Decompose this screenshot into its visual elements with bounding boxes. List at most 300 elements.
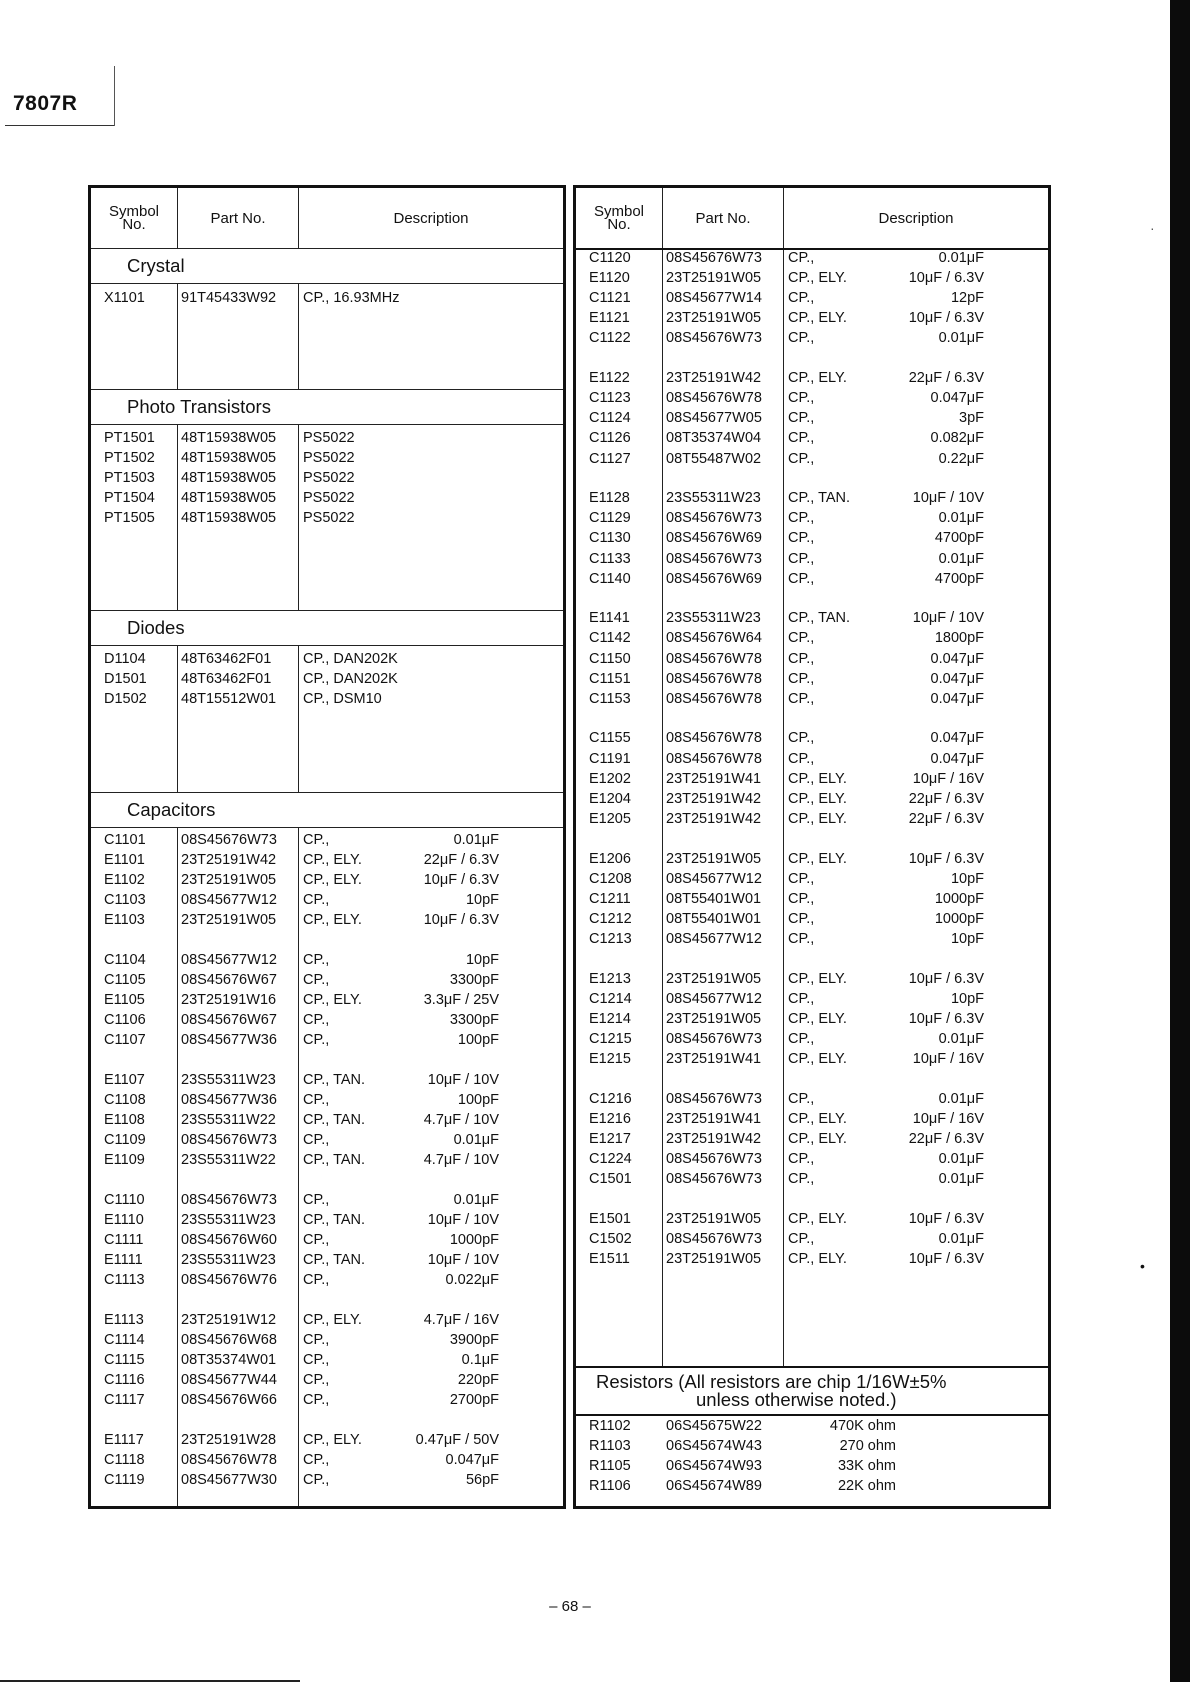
table-row xyxy=(91,488,563,508)
part-no: 48T15938W05 xyxy=(181,450,277,467)
value: 4.7μF / 10V xyxy=(423,1112,499,1129)
value: 22μF / 6.3V xyxy=(908,1130,984,1147)
table-row xyxy=(91,448,563,468)
value: 0.1μF xyxy=(461,1352,499,1369)
value: 0.047μF xyxy=(445,1452,499,1469)
part-no: 48T15938W05 xyxy=(181,490,277,507)
description: CP., xyxy=(303,1132,330,1149)
table-row xyxy=(576,549,1048,569)
description: CP., xyxy=(303,1092,330,1109)
value: 10μF / 6.3V xyxy=(908,1010,984,1027)
header-part-no: Part No. xyxy=(210,209,266,227)
symbol-no: R1103 xyxy=(589,1438,631,1455)
part-no: 48T63462F01 xyxy=(181,651,272,667)
resistors-heading-line2: unless otherwise noted.) xyxy=(696,1389,897,1410)
symbol-no: C1502 xyxy=(589,1230,632,1247)
value: 0.01μF xyxy=(453,832,499,848)
value: 0.01μF xyxy=(938,250,984,266)
symbol-no: C1116 xyxy=(104,1372,145,1389)
description: CP., xyxy=(788,650,815,667)
description: CP., xyxy=(303,832,330,848)
symbol-no: C1142 xyxy=(589,630,631,647)
table-row xyxy=(576,628,1048,648)
value: 0.047μF xyxy=(930,390,984,407)
value: 10μF / 10V xyxy=(427,1252,499,1269)
symbol-no: C1208 xyxy=(589,870,632,887)
symbol-no: E1109 xyxy=(104,1152,145,1169)
value: 10μF / 6.3V xyxy=(908,1251,984,1267)
table-row xyxy=(576,789,1048,809)
part-no: 08T55401W01 xyxy=(666,910,762,927)
table-row xyxy=(576,909,1048,929)
table-row xyxy=(576,669,1048,689)
symbol-no: C1108 xyxy=(104,1092,146,1109)
table-row xyxy=(576,388,1048,408)
table-row xyxy=(576,1109,1048,1129)
table-row xyxy=(91,850,563,870)
description: CP., ELY. xyxy=(788,790,847,807)
symbol-no: C1105 xyxy=(104,972,146,989)
description: PS5022 xyxy=(303,510,355,527)
symbol-no: E1101 xyxy=(104,852,145,869)
section-title: Crystal xyxy=(127,255,185,276)
description: CP., ELY. xyxy=(788,270,847,287)
part-no: 08S45676W73 xyxy=(666,1151,762,1167)
part-no: 08S45676W73 xyxy=(666,550,762,567)
table-row xyxy=(91,1470,563,1490)
description: CP., xyxy=(303,1032,330,1049)
part-no: 23T25191W05 xyxy=(181,912,277,929)
value: 0.01μF xyxy=(938,1030,984,1047)
value: 0.082μF xyxy=(930,430,984,447)
table-row xyxy=(91,468,563,488)
value: 0.47μF / 50V xyxy=(415,1432,499,1448)
description: CP., xyxy=(788,670,815,687)
value: 22μF / 6.3V xyxy=(908,810,984,827)
table-row xyxy=(576,1169,1048,1189)
table-row xyxy=(91,1070,563,1090)
symbol-no: C1191 xyxy=(589,750,631,767)
table-row xyxy=(91,1270,563,1290)
symbol-no: E1111 xyxy=(104,1252,143,1269)
part-no: 23S55311W22 xyxy=(181,1112,276,1129)
value: 10μF / 16V xyxy=(912,770,984,787)
symbol-no: E1108 xyxy=(104,1112,145,1129)
table-row xyxy=(91,1190,563,1210)
table-row xyxy=(576,769,1048,789)
symbol-no: E1105 xyxy=(104,992,145,1009)
part-no: 08S45676W78 xyxy=(666,650,762,667)
description: CP., xyxy=(788,250,815,266)
value: 0.01μF xyxy=(938,330,984,347)
description: CP., xyxy=(788,1151,815,1167)
part-no: 23T25191W05 xyxy=(666,1010,762,1027)
value: 0.047μF xyxy=(930,650,984,667)
description: CP., xyxy=(303,1452,330,1469)
part-no: 08S45676W73 xyxy=(181,1132,277,1149)
description: CP., xyxy=(303,1012,330,1029)
value: 3pF xyxy=(959,410,984,427)
symbol-no: E1113 xyxy=(104,1312,144,1328)
symbol-no: C1129 xyxy=(589,510,631,527)
description: CP., xyxy=(788,730,815,747)
value: 0.047μF xyxy=(930,690,984,707)
part-no: 08S45677W36 xyxy=(181,1032,277,1049)
table-row xyxy=(91,1130,563,1150)
table-row xyxy=(91,689,563,709)
description: CP., xyxy=(788,750,815,767)
part-no: 06S45675W22 xyxy=(666,1418,762,1434)
value: 10μF / 6.3V xyxy=(908,270,984,287)
symbol-no: C1115 xyxy=(104,1352,145,1369)
table-row xyxy=(91,1350,563,1370)
description: CP., xyxy=(788,1090,815,1107)
part-no: 08S45676W73 xyxy=(666,1030,762,1047)
part-no: 23S55311W23 xyxy=(666,490,761,507)
part-no: 23T25191W41 xyxy=(666,1110,762,1127)
value: 3900pF xyxy=(449,1332,499,1349)
table-row xyxy=(576,408,1048,428)
table-row xyxy=(576,449,1048,469)
part-no: 08S45677W14 xyxy=(666,290,762,307)
description: CP., xyxy=(303,952,330,968)
part-no: 08S45677W12 xyxy=(181,892,277,909)
table-row xyxy=(91,1210,563,1230)
symbol-no: C1118 xyxy=(104,1452,145,1469)
description: CP., xyxy=(788,1030,815,1047)
table-row xyxy=(576,1149,1048,1169)
table-row xyxy=(576,1476,1048,1496)
symbol-no: R1106 xyxy=(589,1478,631,1495)
table-row xyxy=(91,1250,563,1270)
part-no: 08S45676W73 xyxy=(666,330,762,347)
part-no: 08S45677W05 xyxy=(666,410,762,427)
description: CP., ELY. xyxy=(788,770,847,787)
part-no: 08T55487W02 xyxy=(666,450,762,467)
table-row xyxy=(91,1010,563,1030)
description: CP., TAN. xyxy=(788,490,851,507)
part-no: 23T25191W42 xyxy=(666,1130,762,1147)
description: CP., ELY. xyxy=(788,1051,847,1067)
part-no: 23S55311W23 xyxy=(181,1072,276,1088)
part-no: 48T15938W05 xyxy=(181,430,277,446)
model-number: 7807R xyxy=(13,92,78,115)
value: 10pF xyxy=(950,990,984,1007)
symbol-no: D1501 xyxy=(104,671,147,688)
symbol-no: C1119 xyxy=(104,1472,145,1489)
header-symbol: Symbol No. xyxy=(108,203,160,233)
table-row xyxy=(91,950,563,970)
symbol-no: PT1503 xyxy=(104,470,155,487)
symbol-no: E1511 xyxy=(589,1251,630,1267)
table-row xyxy=(576,869,1048,889)
part-no: 06S45674W93 xyxy=(666,1458,762,1475)
part-no: 48T15938W05 xyxy=(181,470,277,487)
description: CP., xyxy=(303,1192,330,1208)
table-row xyxy=(576,1209,1048,1229)
value: 22μF / 6.3V xyxy=(908,790,984,807)
value: 10μF / 16V xyxy=(912,1110,984,1127)
description: CP., ELY. xyxy=(788,970,847,987)
part-no: 08S45677W12 xyxy=(666,870,762,887)
resistance: 270 ohm xyxy=(839,1438,896,1455)
scan-edge xyxy=(1170,0,1190,1682)
value: 10μF / 16V xyxy=(912,1051,984,1067)
table-row xyxy=(576,1249,1048,1269)
model-rule-vertical xyxy=(114,66,115,126)
description: CP., TAN. xyxy=(303,1072,366,1088)
description: CP., xyxy=(788,330,815,347)
symbol-no: C1109 xyxy=(104,1132,146,1149)
part-no: 06S45674W89 xyxy=(666,1478,762,1495)
value: 4700pF xyxy=(934,530,984,547)
value: 0.01μF xyxy=(938,510,984,527)
part-no: 08S45676W64 xyxy=(666,630,762,647)
description: CP., TAN. xyxy=(303,1112,366,1129)
description: CP., xyxy=(788,570,815,587)
value: 3300pF xyxy=(449,972,499,989)
description: CP., xyxy=(788,550,815,567)
symbol-no: E1217 xyxy=(589,1130,631,1147)
description: CP., xyxy=(788,990,815,1007)
table-row xyxy=(576,1029,1048,1049)
symbol-no: C1111 xyxy=(104,1232,144,1249)
value: 10pF xyxy=(950,930,984,947)
table-row xyxy=(91,508,563,528)
symbol-no: E1501 xyxy=(589,1210,631,1227)
symbol-no: X1101 xyxy=(104,290,145,306)
symbol-no: C1213 xyxy=(589,930,632,947)
section-title: Photo Transistors xyxy=(127,396,271,417)
symbol-no: C1501 xyxy=(589,1171,632,1188)
table-row xyxy=(91,428,563,448)
part-no: 08S45676W78 xyxy=(181,1452,277,1469)
description: CP., DAN202K xyxy=(303,671,398,688)
table-header xyxy=(576,188,1048,250)
description: CP., xyxy=(788,910,815,927)
value: 0.01μF xyxy=(453,1132,499,1149)
value: 10μF / 6.3V xyxy=(908,970,984,987)
table-row xyxy=(91,1330,563,1350)
part-no: 08S45676W66 xyxy=(181,1392,277,1409)
description: CP., ELY. xyxy=(788,850,847,867)
description: CP., xyxy=(788,890,815,907)
table-row xyxy=(91,1450,563,1470)
header-description: Description xyxy=(878,209,954,227)
symbol-no: E1121 xyxy=(589,310,630,327)
symbol-no: C1214 xyxy=(589,990,632,1007)
description: CP., xyxy=(303,1272,330,1289)
description: CP., ELY. xyxy=(303,852,362,869)
table-row xyxy=(91,288,563,308)
description: CP., xyxy=(303,1232,330,1249)
scan-speck: · xyxy=(1150,220,1155,236)
symbol-no: C1113 xyxy=(104,1272,145,1289)
part-no: 08T55401W01 xyxy=(666,890,762,907)
value: 0.047μF xyxy=(930,750,984,767)
table-row xyxy=(91,1230,563,1250)
value: 22μF / 6.3V xyxy=(908,370,984,387)
symbol-no: C1114 xyxy=(104,1332,145,1349)
part-no: 23T25191W12 xyxy=(181,1312,277,1328)
symbol-no: E1213 xyxy=(589,970,631,987)
part-no: 23T25191W41 xyxy=(666,770,762,787)
part-no: 08S45677W12 xyxy=(666,930,762,947)
part-no: 06S45674W43 xyxy=(666,1438,762,1455)
description: CP., ELY. xyxy=(788,810,847,827)
value: 0.01μF xyxy=(938,1230,984,1247)
section-title: Diodes xyxy=(127,617,185,638)
part-no: 91T45433W92 xyxy=(181,290,277,306)
page-number: – 68 – xyxy=(549,1598,591,1615)
table-row xyxy=(576,749,1048,769)
part-no: 08S45676W69 xyxy=(666,530,762,547)
description: CP., xyxy=(788,630,815,647)
symbol-no: PT1502 xyxy=(104,450,155,467)
symbol-no: D1502 xyxy=(104,691,147,708)
description: CP., ELY. xyxy=(303,912,362,929)
symbol-no: C1215 xyxy=(589,1030,632,1047)
table-row xyxy=(576,1129,1048,1149)
part-no: 08S45676W73 xyxy=(181,1192,277,1208)
table-row xyxy=(91,1150,563,1170)
value: 4.7μF / 16V xyxy=(423,1312,499,1328)
table-row xyxy=(91,1430,563,1450)
table-row xyxy=(576,528,1048,548)
table-row xyxy=(576,1229,1048,1249)
description: CP., TAN. xyxy=(303,1212,366,1229)
header-description: Description xyxy=(393,209,469,227)
value: 0.22μF xyxy=(938,450,984,467)
description: CP., xyxy=(788,870,815,887)
description: CP., ELY. xyxy=(788,1110,847,1127)
table-row xyxy=(576,989,1048,1009)
description: CP., ELY. xyxy=(788,1130,847,1147)
symbol-no: C1106 xyxy=(104,1012,146,1029)
symbol-no: C1150 xyxy=(589,650,631,667)
symbol-no: C1212 xyxy=(589,910,632,927)
part-no: 08S45676W67 xyxy=(181,972,277,989)
part-no: 08S45676W73 xyxy=(666,510,762,527)
section-heading xyxy=(91,389,563,425)
part-no: 08S45677W30 xyxy=(181,1472,277,1489)
symbol-no: C1153 xyxy=(589,690,631,707)
description: PS5022 xyxy=(303,470,355,487)
value: 0.047μF xyxy=(930,730,984,747)
section-heading xyxy=(91,610,563,646)
table-row xyxy=(576,1456,1048,1476)
table-row xyxy=(91,669,563,689)
symbol-no: C1117 xyxy=(104,1392,145,1409)
description: CP., xyxy=(788,530,815,547)
table-row xyxy=(576,368,1048,388)
part-no: 23T25191W16 xyxy=(181,992,277,1009)
part-no: 23T25191W05 xyxy=(666,850,762,867)
table-row xyxy=(91,1110,563,1130)
part-no: 08S45677W36 xyxy=(181,1092,277,1109)
symbol-no: E1206 xyxy=(589,850,631,867)
part-no: 08S45676W78 xyxy=(666,670,762,687)
description: CP., xyxy=(788,410,815,427)
table-row xyxy=(576,308,1048,328)
description: CP., xyxy=(788,690,815,707)
table-row xyxy=(576,1436,1048,1456)
description: CP., ELY. xyxy=(788,1251,847,1267)
table-row xyxy=(91,990,563,1010)
symbol-no: C1123 xyxy=(589,390,631,407)
table-row xyxy=(576,1009,1048,1029)
value: 0.01μF xyxy=(938,1171,984,1188)
symbol-no: C1101 xyxy=(104,832,146,848)
part-no: 08S45676W68 xyxy=(181,1332,277,1349)
value: 4700pF xyxy=(934,570,984,587)
symbol-no: C1151 xyxy=(589,670,631,687)
description: CP., 16.93MHz xyxy=(303,290,400,306)
value: 0.01μF xyxy=(938,550,984,567)
part-no: 08S45676W73 xyxy=(666,1230,762,1247)
description: CP., ELY. xyxy=(303,1432,362,1448)
symbol-no: E1205 xyxy=(589,810,631,827)
description: CP., xyxy=(303,1392,330,1409)
value: 10μF / 6.3V xyxy=(908,1210,984,1227)
symbol-no: PT1504 xyxy=(104,490,155,507)
symbol-no: C1224 xyxy=(589,1151,632,1167)
header-symbol: Symbol No. xyxy=(593,203,645,233)
table-row xyxy=(91,890,563,910)
symbol-no: E1141 xyxy=(589,610,630,627)
symbol-no: E1110 xyxy=(104,1212,144,1229)
part-no: 23T25191W42 xyxy=(666,370,762,387)
description: CP., xyxy=(788,450,815,467)
symbol-no: C1104 xyxy=(104,952,146,968)
value: 56pF xyxy=(465,1472,499,1489)
resistance: 33K ohm xyxy=(837,1458,896,1475)
symbol-no: C1133 xyxy=(589,550,631,567)
description: CP., xyxy=(788,1171,815,1188)
part-no: 23S55311W23 xyxy=(181,1252,276,1269)
description: CP., ELY. xyxy=(788,370,847,387)
description: CP., DSM10 xyxy=(303,691,382,708)
value: 100pF xyxy=(457,1032,499,1049)
symbol-no: E1103 xyxy=(104,912,145,929)
value: 22μF / 6.3V xyxy=(423,852,499,869)
part-no: 48T15938W05 xyxy=(181,510,277,527)
part-no: 23T25191W05 xyxy=(666,270,762,287)
section-heading xyxy=(91,792,563,828)
description: CP., xyxy=(788,1230,815,1247)
value: 220pF xyxy=(457,1372,499,1389)
symbol-no: C1127 xyxy=(589,450,631,467)
symbol-no: PT1505 xyxy=(104,510,155,527)
symbol-no: E1204 xyxy=(589,790,631,807)
value: 12pF xyxy=(950,290,984,307)
symbol-no: E1122 xyxy=(589,370,630,387)
description: CP., xyxy=(303,892,330,909)
part-no: 08T35374W04 xyxy=(666,430,762,447)
table-row xyxy=(576,809,1048,829)
description: CP., TAN. xyxy=(303,1252,366,1269)
table-row xyxy=(576,328,1048,348)
symbol-no: E1102 xyxy=(104,872,145,889)
symbol-no: E1202 xyxy=(589,770,631,787)
value: 10μF / 10V xyxy=(912,490,984,507)
value: 10pF xyxy=(950,870,984,887)
table-row xyxy=(91,870,563,890)
table-row xyxy=(576,288,1048,308)
part-no: 23T25191W42 xyxy=(666,790,762,807)
part-no: 48T15512W01 xyxy=(181,691,277,708)
value: 10μF / 6.3V xyxy=(908,310,984,327)
